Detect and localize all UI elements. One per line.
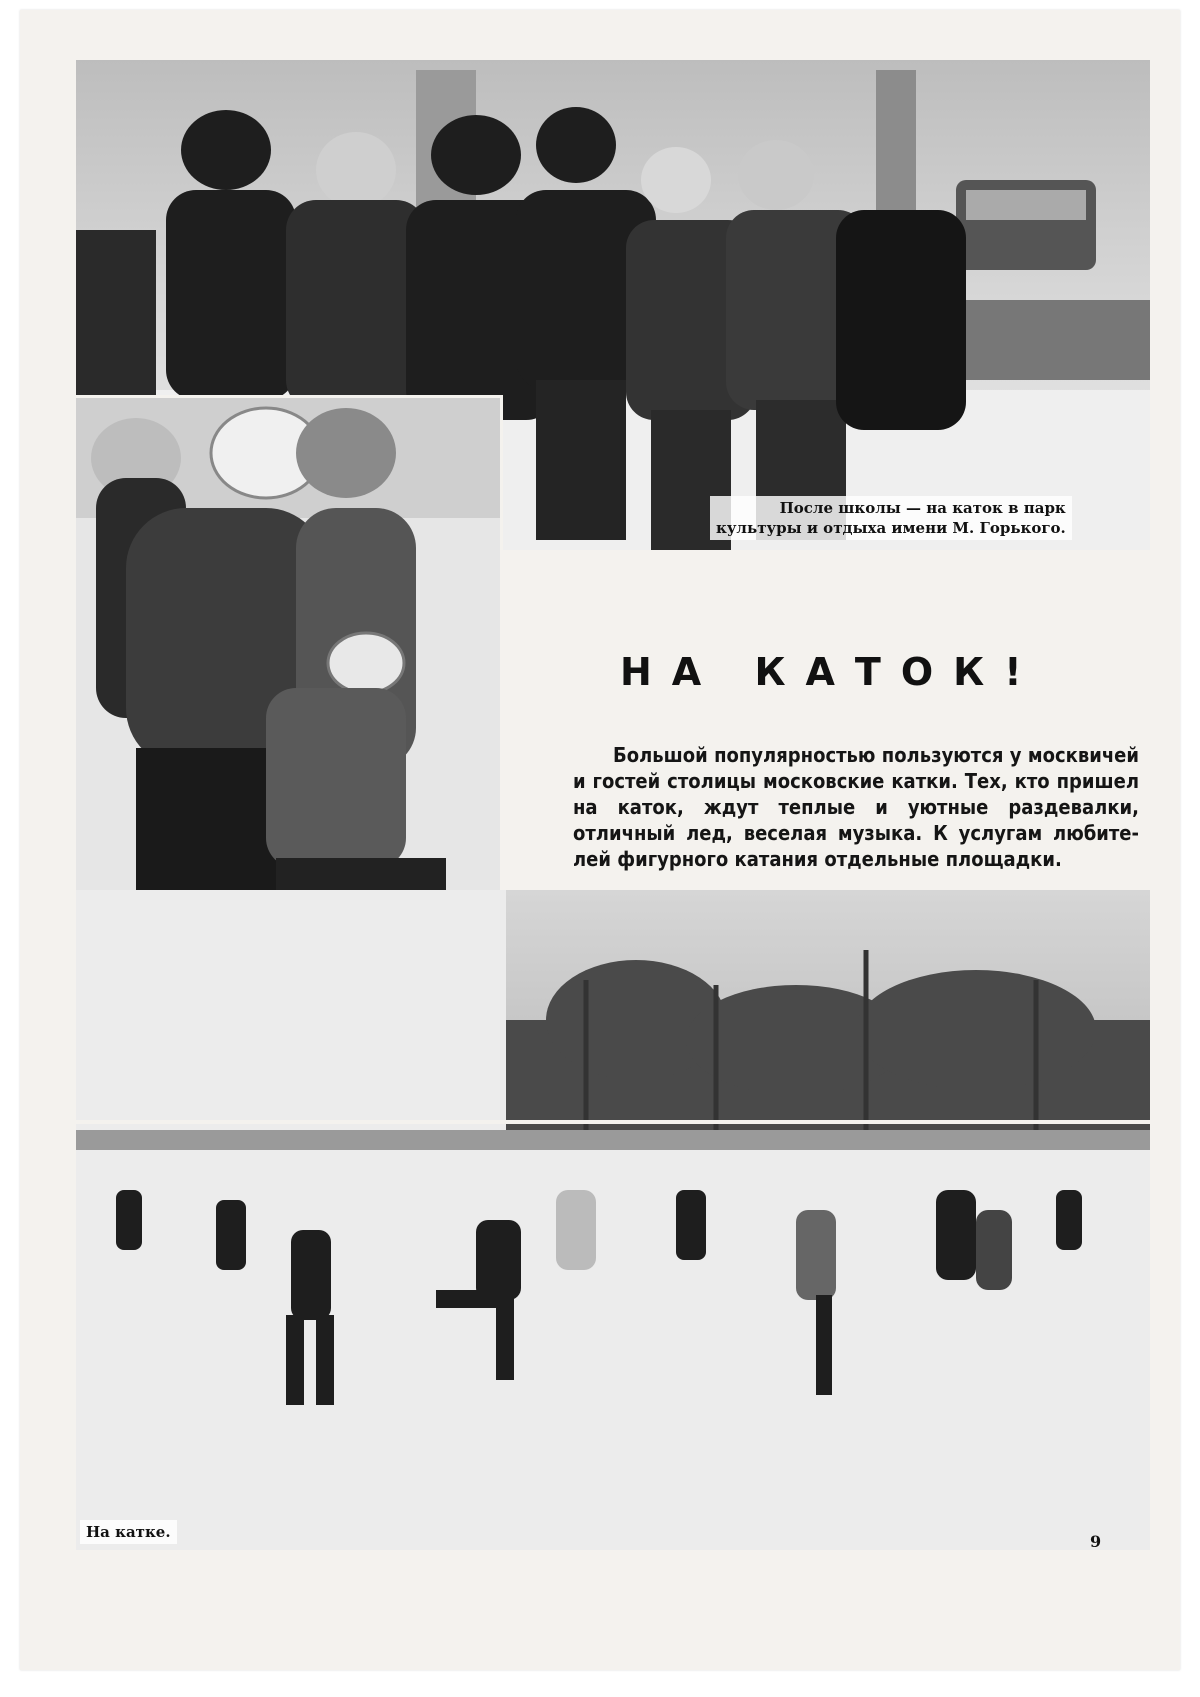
article-body: Большой популярностью пользуются у москвичей и гостей столицы московские катки. Тех, кто пришел на каток, ждут теплые и уютные раздевалки, отличный лед, веселая музыка. К услугам любителей фигурного катания отдельные площадки. bbox=[573, 743, 1139, 871]
caption-students bbox=[710, 496, 1072, 540]
caption-students-line2: культуры и отдыха имени М. Горького. bbox=[716, 519, 1066, 537]
photo-rink bbox=[76, 890, 1150, 1550]
photo-divider bbox=[76, 1120, 1150, 1124]
caption-students-line1: После школы — на каток в парк bbox=[779, 499, 1066, 517]
caption-rink: На катке. bbox=[80, 1520, 177, 1544]
page-number: 9 bbox=[1090, 1532, 1102, 1551]
magazine-page bbox=[20, 10, 1180, 1670]
article-title: НА КАТОК! bbox=[620, 650, 1042, 694]
